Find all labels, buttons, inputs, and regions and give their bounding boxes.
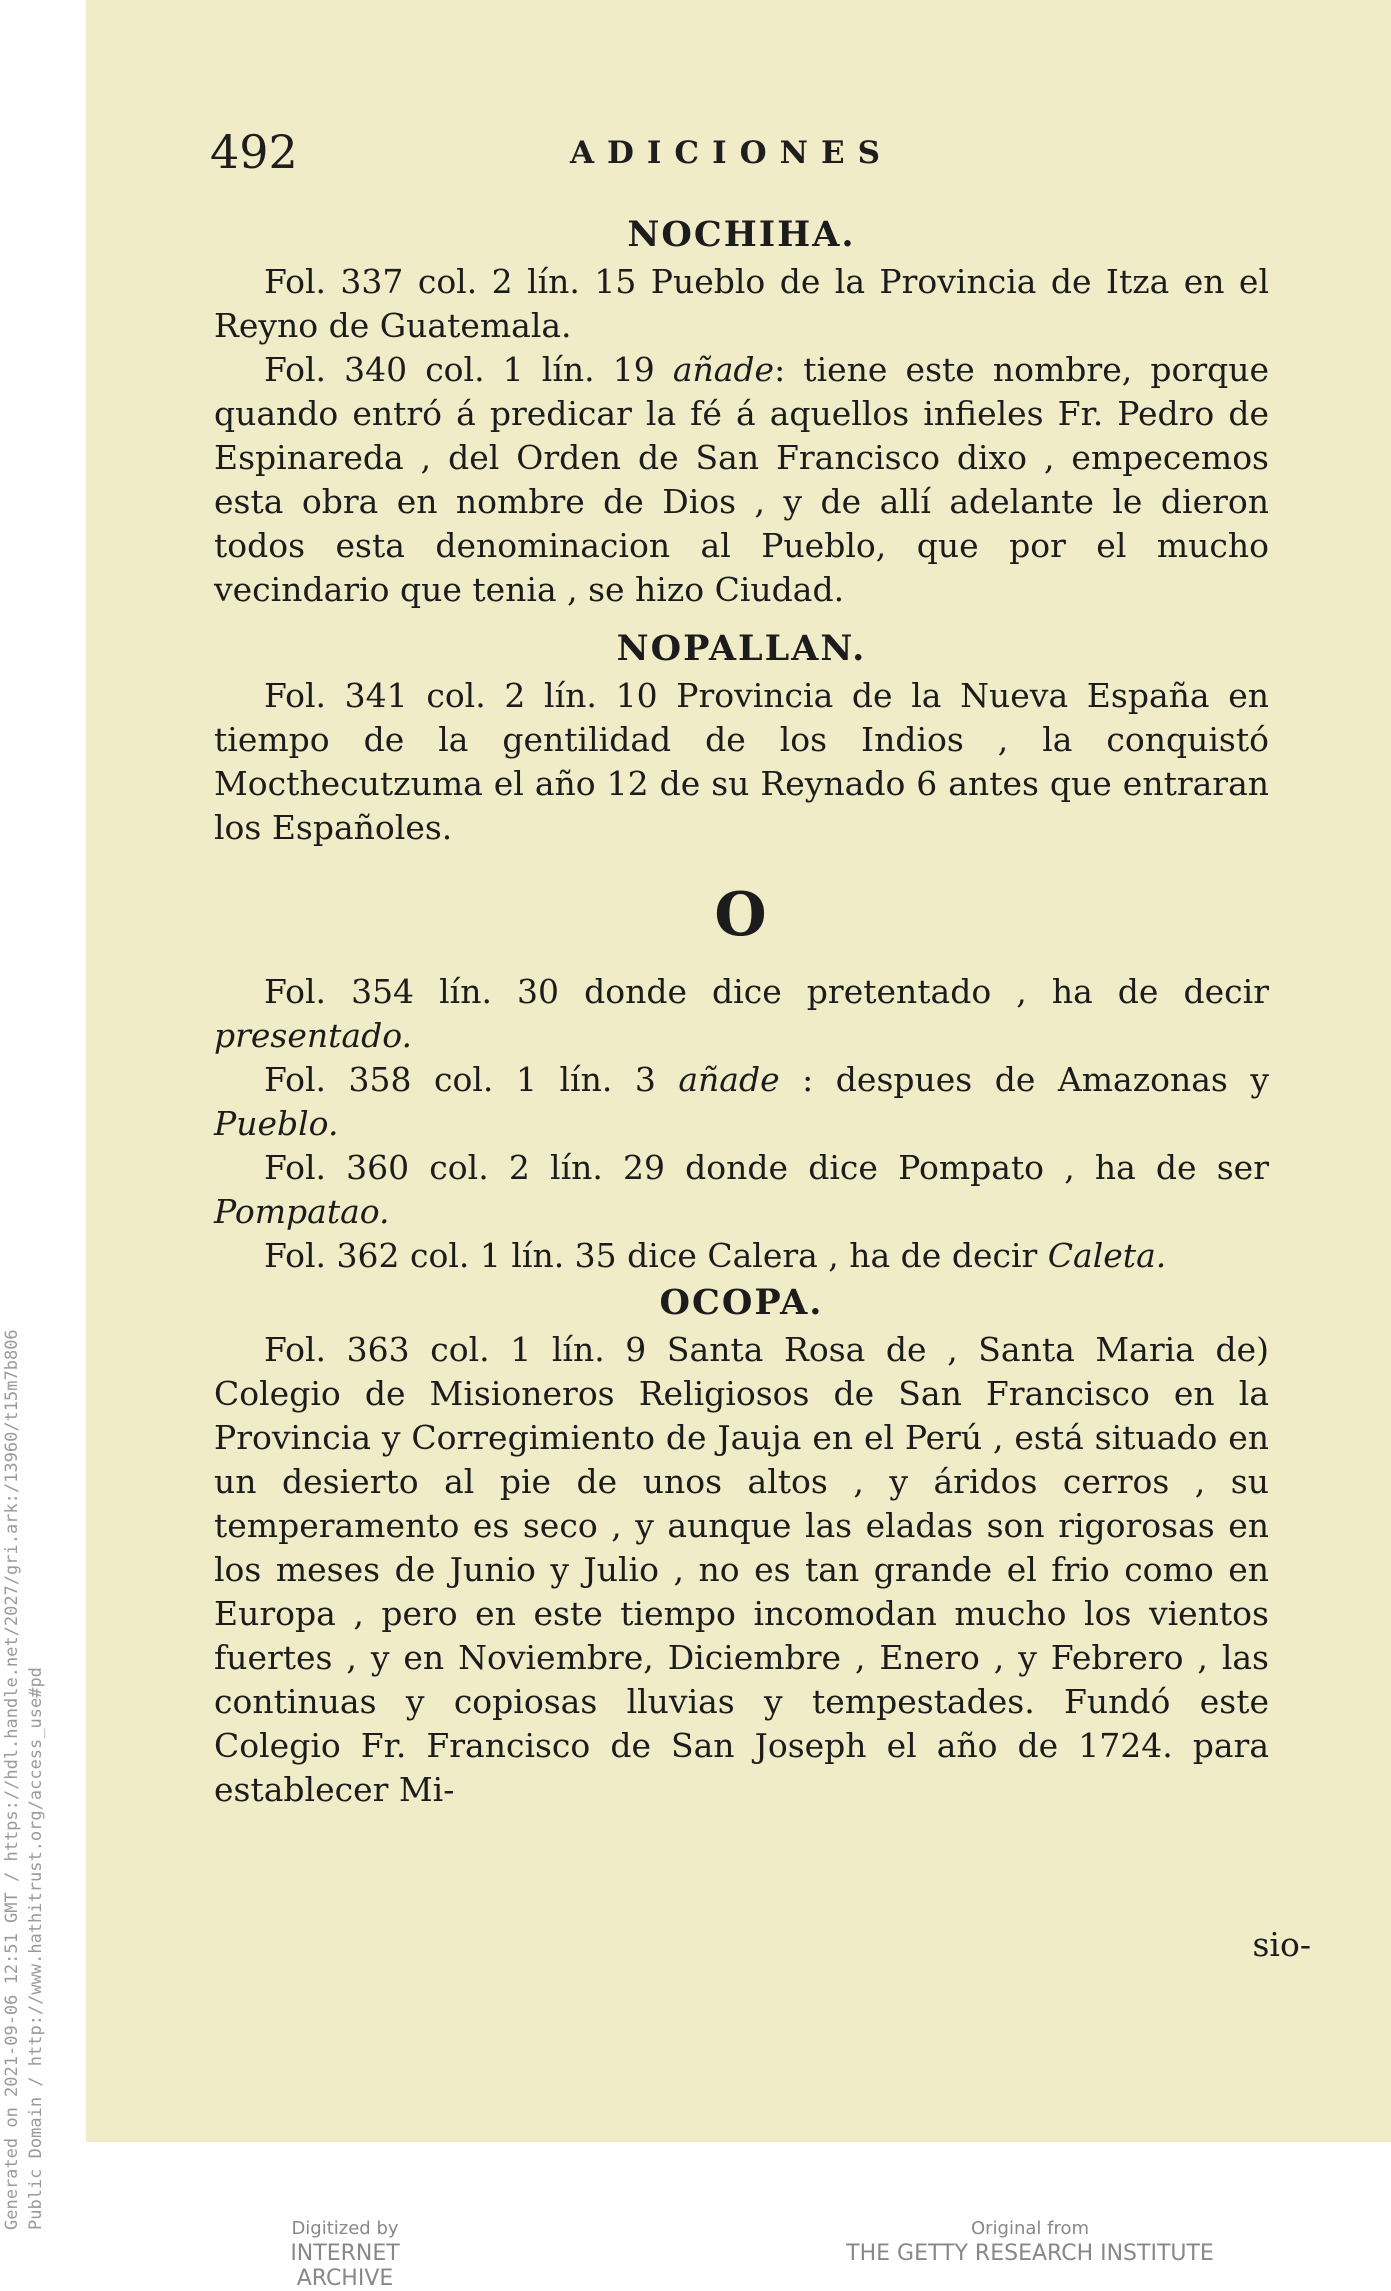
entry-italic: Caleta. xyxy=(1047,1236,1167,1275)
running-title: ADICIONES xyxy=(570,135,893,171)
entry-ocopa-1: Fol. 363 col. 1 lín. 9 Santa Rosa de , Santa Maria de) Colegio de Misioneros Religiosos de San Francisco en la Provincia y Corregimiento de Jauja en el Perú , está situado en un desierto al pie de unos altos , y áridos cerros , su temperamento es seco , y aunque las eladas son rigorosas en los meses de Junio y Julio , no es tan grande el frio como en Europa , pero en este tiempo incomodan mucho los vientos fuertes , y en Noviembre, Diciembre , Enero , y Febrero , las continuas y copiosas lluvias y tempestades. Fundó este Colegio Fr. Francisco de San Joseph el año de 1724. para establecer Mi- xyxy=(214,1330,1269,1809)
footer xyxy=(0,2218,1391,2291)
entry-text: : tiene este nombre, porque quando entró á predicar la fé á aquellos infieles Fr. Pedro de Espinareda , del Orden de San Francisco dixo , empecemos esta obra en nombre de Dios , y de allí adelante le dieron todos esta denominacion al Pueblo, que por el mucho vecindario que tenia , se hizo Ciudad. xyxy=(214,350,1269,609)
entry-italic: añade xyxy=(672,350,775,389)
footer-digitized-label: Digitized by xyxy=(291,2218,399,2239)
heading-ocopa: OCOPA. xyxy=(659,1282,824,1323)
heading-letter-o: O xyxy=(714,880,769,950)
entry-o-3 xyxy=(214,1146,1269,1234)
entry-text: Fol. 362 col. 1 lín. 35 dice Calera , ha de decir xyxy=(264,1236,1048,1275)
entry-text: Fol. 360 col. 2 lín. 29 donde dice Pompato , ha de ser xyxy=(264,1148,1269,1187)
entry-o-1 xyxy=(214,970,1269,1058)
watermark-line-2: Public Domain / http://www.hathitrust.org/access_use#pd xyxy=(26,1667,46,2230)
entry-nopallan-1: Fol. 341 col. 2 lín. 10 Provincia de la Nueva España en tiempo de la gentilidad de los Indios , la conquistó Mocthecutzuma el año 12 de su Reynado 6 antes que entraran los Españoles. xyxy=(214,676,1269,847)
page-number: 492 xyxy=(210,125,298,179)
watermark xyxy=(4,1150,64,2230)
footer-original-label: Original from xyxy=(970,2218,1090,2239)
entry-text: : despues de Amazonas y xyxy=(779,1060,1269,1099)
heading-nopallan: NOPALLAN. xyxy=(616,628,867,669)
entry-nochiha-1: Fol. 337 col. 2 lín. 15 Pueblo de la Provincia de Itza en el Reyno de Guatemala. xyxy=(214,262,1269,345)
entry-italic: añade xyxy=(678,1060,780,1099)
entry-text: Fol. 340 col. 1 lín. 19 xyxy=(264,350,673,389)
entry-italic: presentado. xyxy=(214,1016,412,1055)
footer-digitized xyxy=(245,2218,445,2291)
entry-text: Fol. 358 col. 1 lín. 3 xyxy=(264,1060,679,1099)
catchword: sio- xyxy=(1252,1925,1311,1964)
entry-italic: Pueblo. xyxy=(214,1104,339,1143)
running-head xyxy=(210,125,1270,185)
text-block xyxy=(214,210,1269,1812)
entry-nochiha-2 xyxy=(214,348,1269,612)
entry-o-4 xyxy=(214,1234,1269,1278)
footer-digitized-source: INTERNET ARCHIVE xyxy=(290,2241,400,2291)
footer-original xyxy=(840,2218,1220,2266)
heading-nochiha: NOCHIHA. xyxy=(627,214,856,255)
entry-italic: Pompatao. xyxy=(214,1192,390,1231)
entry-text: Fol. 354 lín. 30 donde dice pretentado , ha de decir xyxy=(264,972,1269,1011)
footer-original-source: THE GETTY RESEARCH INSTITUTE xyxy=(846,2241,1214,2266)
watermark-line-1: Generated on 2021-09-06 12:51 GMT / https://hdl.handle.net/2027/gri.ark:/13960/t15m7b806 xyxy=(2,1329,22,2230)
entry-o-2 xyxy=(214,1058,1269,1146)
